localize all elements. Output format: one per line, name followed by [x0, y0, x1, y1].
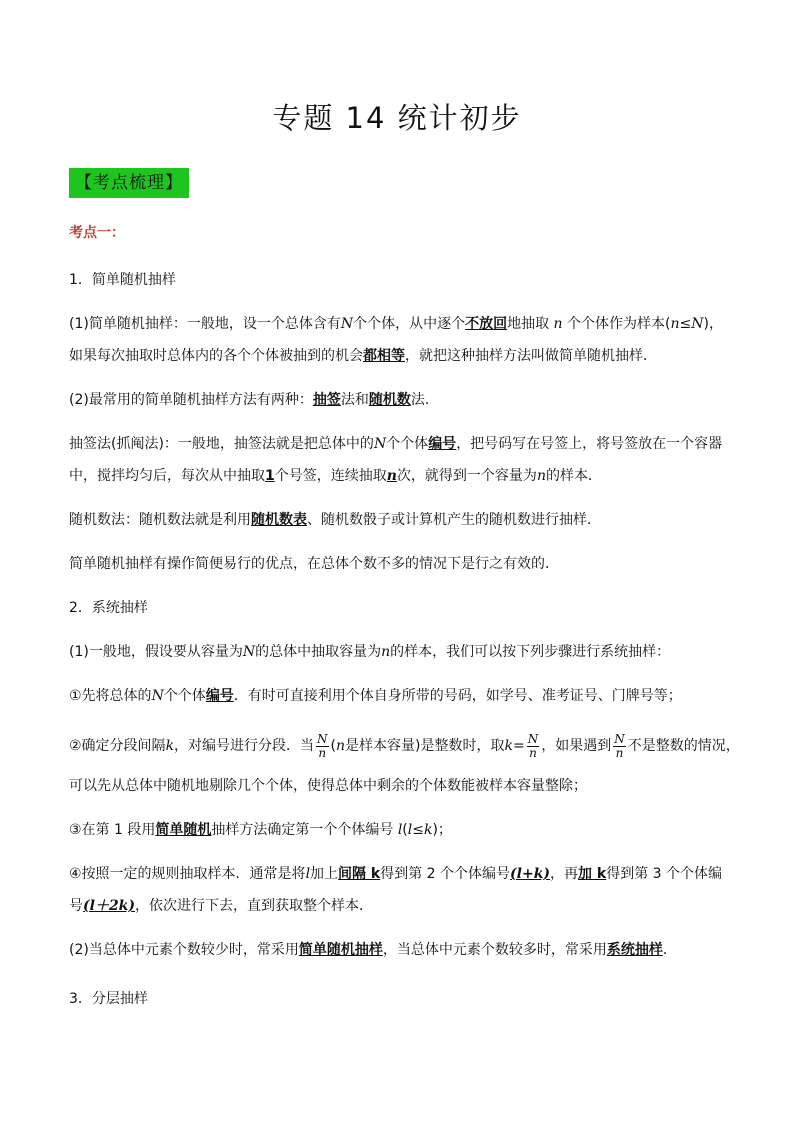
- section-badge: 【考点梳理】: [69, 168, 189, 198]
- section-1-heading: 1．简单随机抽样: [69, 272, 176, 288]
- paragraph-system-vs-simple: (2)当总体中元素个数较少时，常采用简单随机抽样，当总体中元素个数较多时，常采用系统抽样．: [69, 942, 677, 958]
- paragraph-1-line-2: 如果每次抽取时总体内的各个个体被抽到的机会都相等，就把这种抽样方法叫做简单随机抽样．: [69, 348, 657, 364]
- fraction-N-over-n: $\frac{N}{n}$: [317, 731, 328, 760]
- step-2-line-1: ②确定分段间隔k，对编号进行分段．当 $\frac{N}{n}$ (n是样本容量)是整数时，取k= $\frac{N}{n}$ ，如果遇到 $\frac{N}{n}$ 不是整数的情况，: [69, 731, 740, 760]
- step-1: ①先将总体的N个个体编号．有时可直接利用个体自身所带的号码，如学号、准考证号、门牌号等；: [69, 688, 682, 704]
- section-3-heading: 3．分层抽样: [69, 991, 148, 1007]
- step-3: ③在第 1 段用简单随机抽样方法确定第一个个体编号 l(l≤k)；: [69, 822, 452, 838]
- paragraph-3-line-1: 抽签法(抓阄法)：一般地，抽签法就是把总体中的N个个体编号，把号码写在号签上，将号签放在一个容器: [69, 436, 723, 452]
- fraction-N-over-n: $\frac{N}{n}$: [614, 731, 625, 760]
- paragraph-2: (2)最常用的简单随机抽样方法有两种：抽签法和随机数法．: [69, 392, 439, 408]
- step-2-line-2: 可以先从总体中随机地剔除几个个体，使得总体中剩余的个体数能被样本容量整除；: [69, 778, 587, 794]
- step-4-line-1: ④按照一定的规则抽取样本．通常是将l加上间隔 k得到第 2 个个体编号(l+k)，再加 k得到第 3 个个体编: [69, 866, 723, 882]
- page-title: 专题 14 统计初步: [272, 101, 522, 135]
- paragraph-1-line-1: (1)简单随机抽样：一般地，设一个总体含有N个个体，从中逐个不放回地抽取 n 个个体作为样本(n≤N)，: [69, 316, 723, 332]
- kaodian-heading: 考点一：: [69, 225, 125, 241]
- paragraph-5: 简单随机抽样有操作简便易行的优点，在总体个数不多的情况下是行之有效的．: [69, 556, 559, 572]
- step-4-line-2: 号(l＋2k)，依次进行下去，直到获取整个样本．: [69, 898, 374, 914]
- system-sampling-intro: (1)一般地，假设要从容量为N的总体中抽取容量为n的样本，我们可以按下列步骤进行系统抽样：: [69, 644, 671, 660]
- section-2-heading: 2．系统抽样: [69, 600, 148, 616]
- fraction-N-over-n: $\frac{N}{n}$: [527, 731, 539, 760]
- paragraph-3-line-2: 中，搅拌均匀后，每次从中抽取1个号签，连续抽取n次，就得到一个容量为n的样本．: [69, 468, 602, 484]
- paragraph-4: 随机数法：随机数法就是利用随机数表、随机数骰子或计算机产生的随机数进行抽样．: [69, 512, 601, 528]
